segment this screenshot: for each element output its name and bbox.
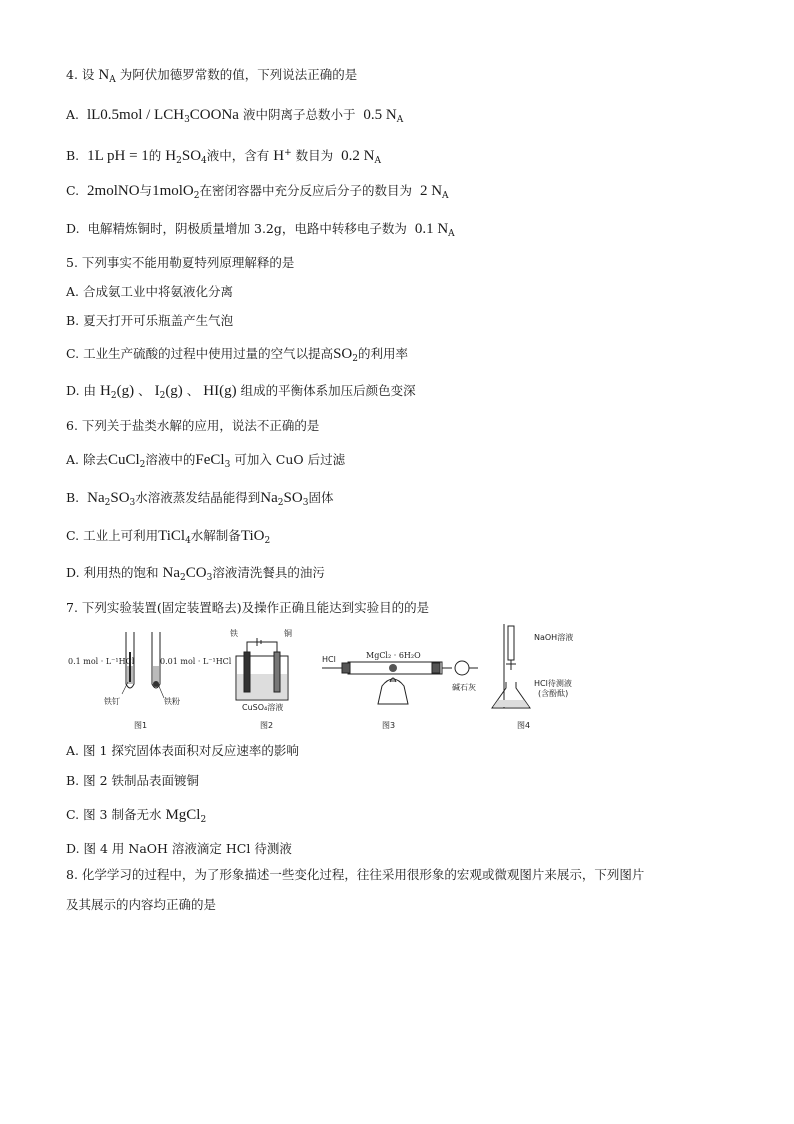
q6-option-a: A. 除去CuCl$_2$溶液中的FeCl$_3$ 可加入 CuO 后过滤: [66, 452, 346, 470]
q6-stem: 6. 下列关于盐类水解的应用，说法不正确的是: [66, 418, 320, 433]
q7-stem: 7. 下列实验装置(固定装置略去)及操作正确且能达到实验目的的是: [66, 600, 430, 615]
q7-option-b: B. 图 2 铁制品表面镀铜: [66, 773, 200, 788]
q6-option-b: B. $Na_2SO_3$水溶液蒸发结晶能得到$Na_2SO_3$固体: [66, 490, 334, 508]
fig1-label-right: 0.01 mol · L⁻¹HCl: [160, 657, 232, 666]
figure-4-titration-setup: [492, 624, 530, 708]
fig1-label-left: 0.1 mol · L⁻¹HCl: [68, 657, 135, 666]
q6-option-c: C. 工业上可利用TiCl$_4$水解制备TiO$_2$: [66, 528, 271, 546]
q4-stem: 4. 设 $N_A$ 为阿伏加德罗常数的值，下列说法正确的是: [66, 67, 358, 85]
fig2-caption: 图2: [260, 721, 274, 730]
figure-2-electroplating-cell: [236, 638, 288, 700]
fig2-solution: CuSO₄溶液: [242, 703, 284, 712]
fig4-naoh: NaOH溶液: [534, 633, 574, 642]
fig1-nail: 铁钉: [104, 697, 120, 706]
fig3-hcl: HCl: [322, 655, 336, 664]
q4-option-b: B. 1L pH = 1的 $H_2SO_4$液中，含有 H+ 数目为 0.2 $N_A$: [66, 148, 381, 166]
q4-option-d: D. 电解精炼铜时，阴极质量增加 3.2g，电路中转移电子数为 0.1 $N_A$: [66, 221, 455, 239]
fig4-hcl2: (含酚酞): [538, 689, 569, 698]
fig3-lime: 碱石灰: [452, 683, 476, 692]
fig2-copper: 铜: [284, 629, 292, 638]
q5-option-b: B. 夏天打开可乐瓶盖产生气泡: [66, 313, 234, 328]
q4-option-c: C. 2molNO与1molO$_2$在密闭容器中充分反应后分子的数目为 2 $N_A$: [66, 183, 449, 201]
fig1-caption: 图1: [134, 721, 148, 730]
fig2-iron: 铁: [230, 629, 238, 638]
q4-option-a: A. $lL0.5mol / LCH_3COONa$ 液中阴离子总数小于 0.5 $N_A$: [66, 107, 404, 125]
q7-option-d: D. 图 4 用 NaOH 溶液滴定 HCl 待测液: [66, 841, 292, 856]
q8-stem-line2: 及其展示的内容均正确的是: [66, 897, 217, 912]
q5-option-d: D. 由 $H_2(g)$ 、 $I_2(g)$ 、 HI(g) 组成的平衡体系加压后颜色变深: [66, 383, 416, 401]
fig4-caption: 图4: [517, 721, 531, 730]
q5-option-a: A. 合成氨工业中将氨液化分离: [66, 284, 233, 299]
fig3-salt: MgCl₂ · 6H₂O: [366, 651, 421, 660]
q5-stem: 5. 下列事实不能用勒夏特列原理解释的是: [66, 255, 295, 270]
q6-option-d: D. 利用热的饱和 $Na_2CO_3$溶液清洗餐具的油污: [66, 565, 325, 583]
q7-option-c: C. 图 3 制备无水 MgCl$_2$: [66, 807, 207, 825]
q7-option-a: A. 图 1 探究固体表面积对反应速率的影响: [66, 743, 299, 758]
fig4-hcl1: HCl待测液: [534, 679, 572, 688]
q5-option-c: C. 工业生产硫酸的过程中使用过量的空气以提高$SO_2$的利用率: [66, 346, 409, 364]
q7-apparatus-figures: [60, 622, 620, 734]
q8-stem-line1: 8. 化学学习的过程中，为了形象描述一些变化过程，往往采用很形象的宏观或微观图片来展示，下列图片: [66, 867, 645, 882]
fig1-powder: 铁粉: [164, 697, 180, 706]
fig3-caption: 图3: [382, 721, 396, 730]
